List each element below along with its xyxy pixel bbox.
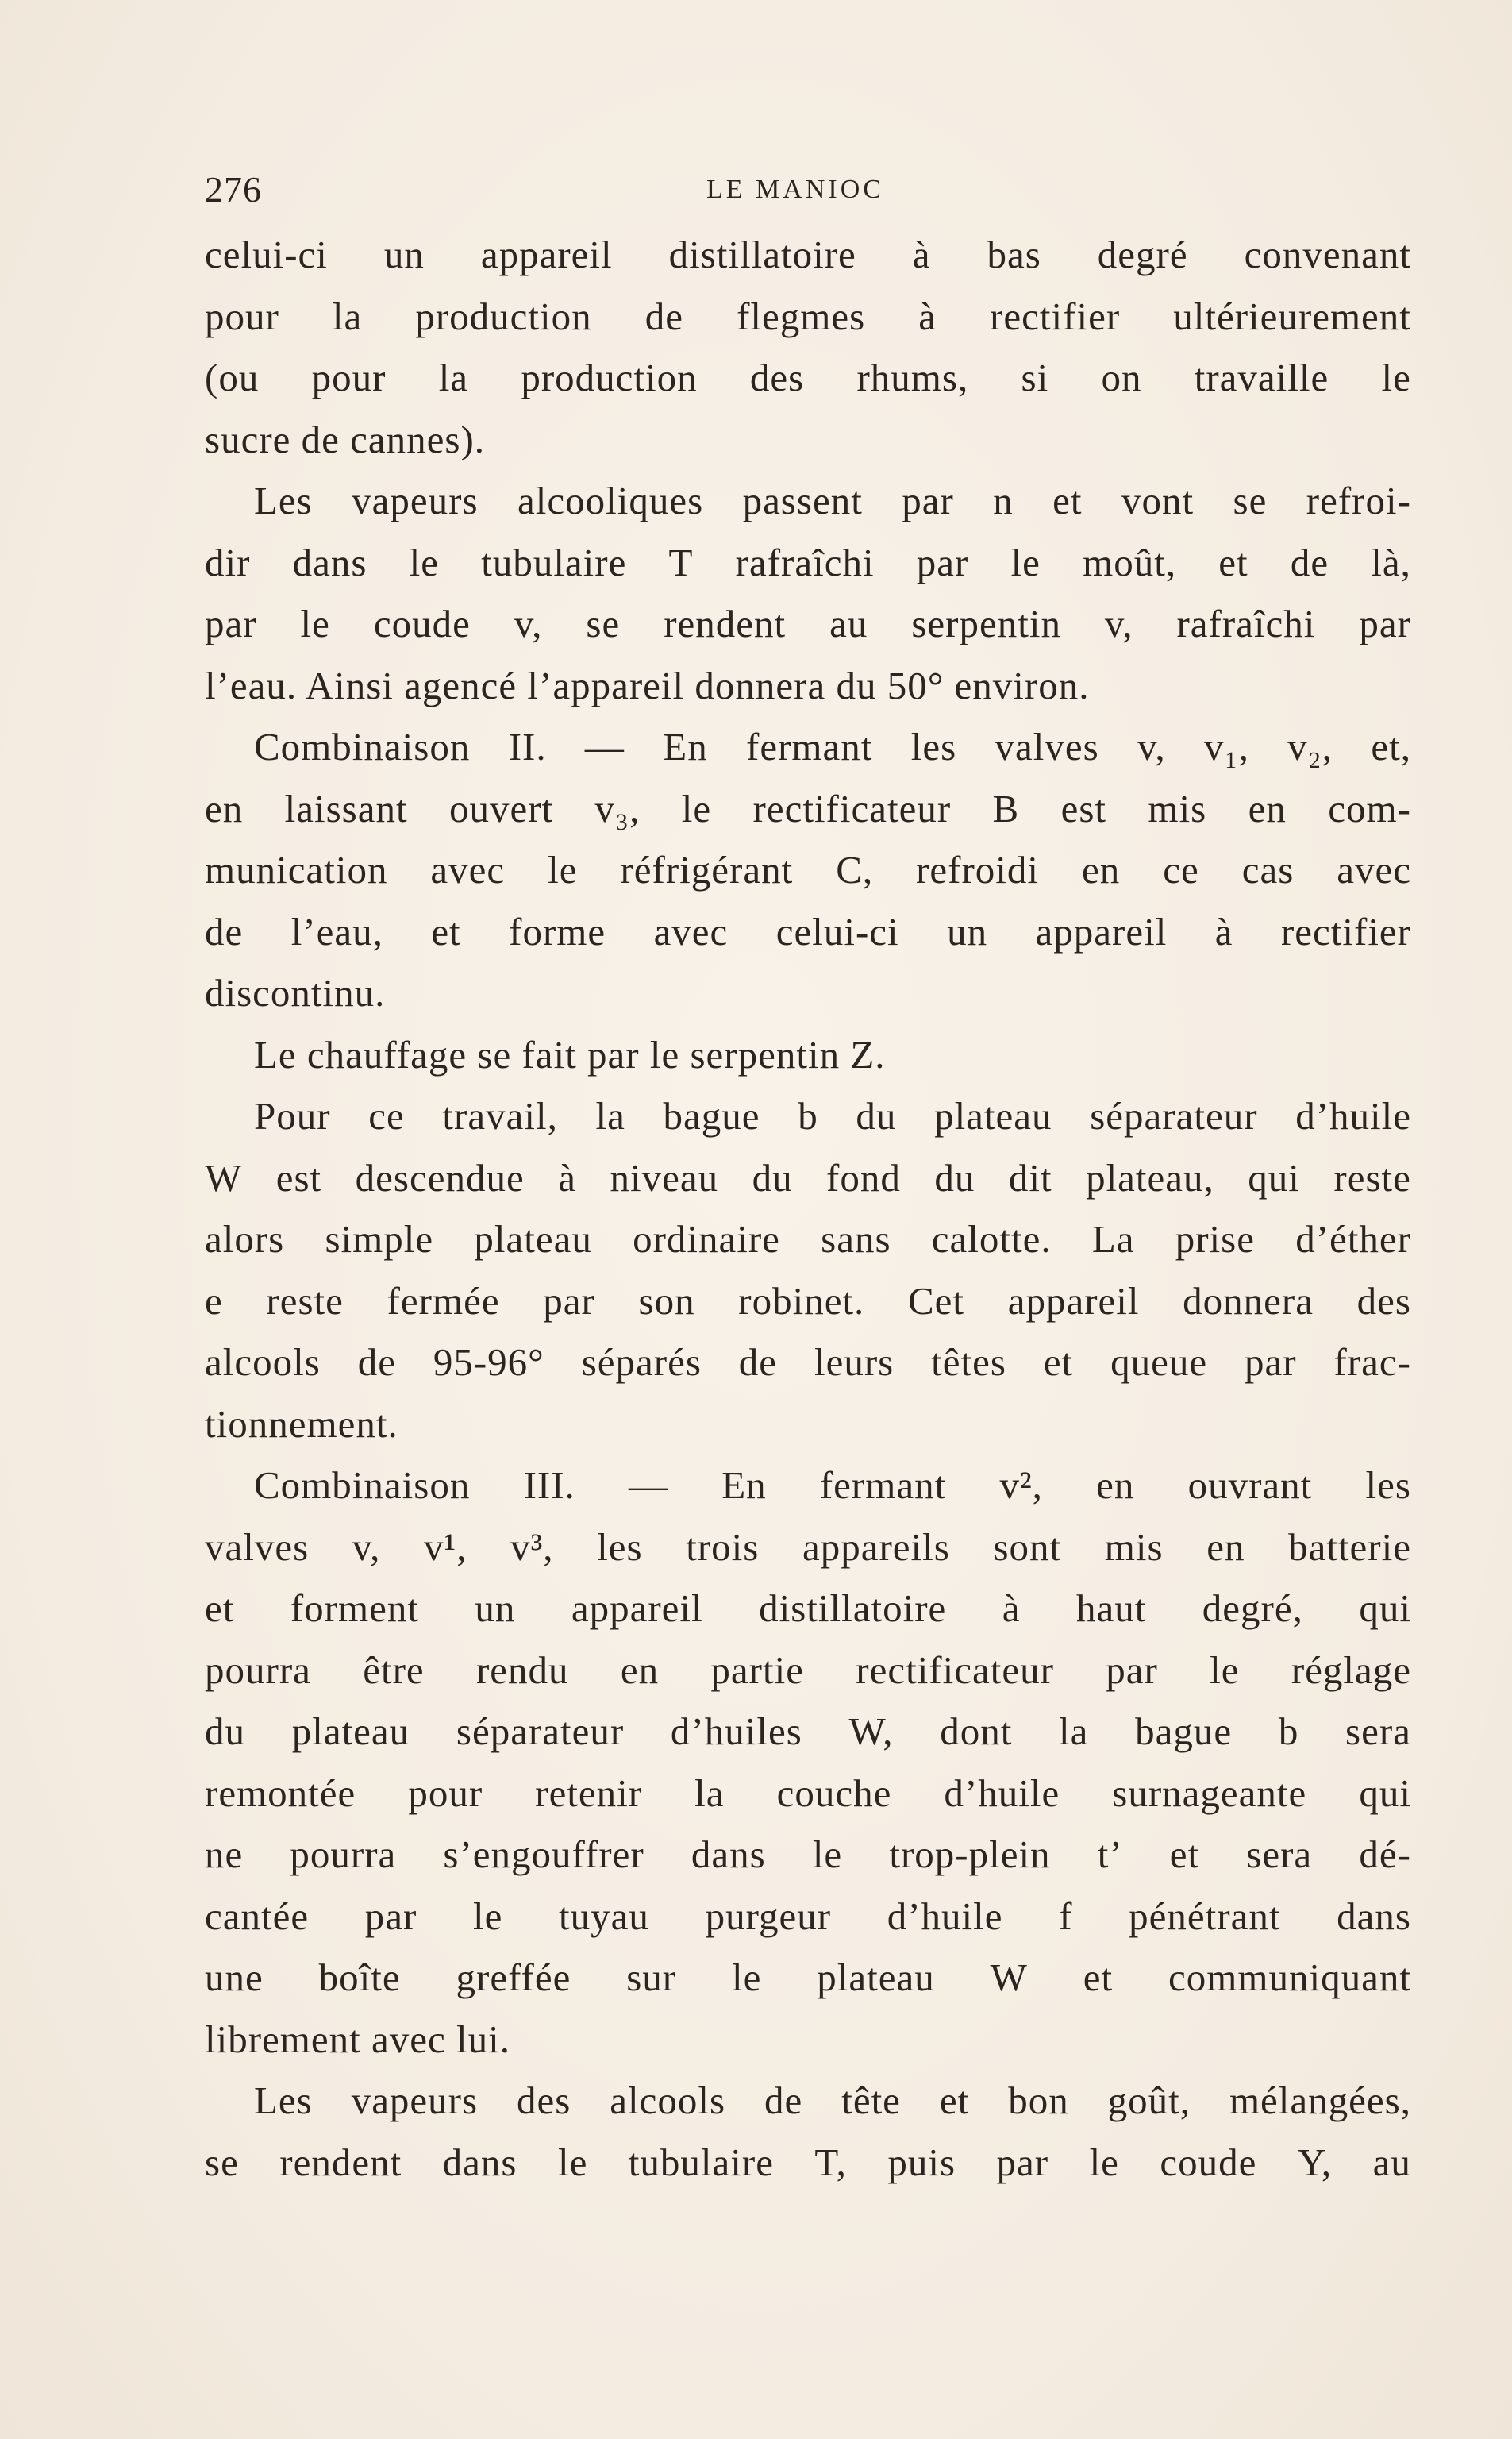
body-text (205, 224, 1411, 2193)
text-line: Combinaison II. — En fermant les valves v, v₁, v₂, et, (254, 725, 1411, 769)
running-title: LE MANIOC (706, 175, 884, 204)
text-line: du plateau séparateur d’huiles W, dont la bague b sera (205, 1709, 1411, 1753)
text-line: dir dans le tubulaire T rafraîchi par le moût, et de là, (205, 540, 1411, 584)
page-header (205, 168, 1411, 216)
text-line: (ou pour la production des rhums, si on travaille le (205, 356, 1411, 399)
text-line: Pour ce travail, la bague b du plateau séparateur d’huile (254, 1094, 1411, 1138)
text-line: cantée par le tuyau purgeur d’huile f pénétrant dans (205, 1894, 1411, 1938)
text-line: W est descendue à niveau du fond du dit plateau, qui reste (205, 1155, 1411, 1200)
text-line: Combinaison III. — En fermant v², en ouvrant les (254, 1463, 1411, 1507)
text-line: alors simple plateau ordinaire sans calotte. La prise d’éther (205, 1217, 1411, 1261)
text-line: Les vapeurs des alcools de tête et bon goût, mélangées, (254, 2079, 1411, 2122)
text-line: celui-ci un appareil distillatoire à bas degré convenant (205, 233, 1411, 276)
text-line: valves v, v¹, v³, les trois appareils sont mis en batterie (205, 1524, 1411, 1569)
text-line: de l’eau, et forme avec celui-ci un appareil à rectifier (205, 909, 1411, 954)
page-number: 276 (205, 169, 262, 210)
text-line: tionnement. (205, 1401, 398, 1446)
text-line: une boîte greffée sur le plateau W et communiquant (205, 1955, 1411, 1999)
text-line: pour la production de flegmes à rectifier ultérieurement (205, 294, 1411, 338)
text-line: pourra être rendu en partie rectificateur par le réglage (205, 1647, 1411, 1692)
text-line: librement avec lui. (205, 2017, 510, 2061)
text-line: se rendent dans le tubulaire T, puis par le coude Y, au (205, 2140, 1411, 2184)
text-line: Les vapeurs alcooliques passent par n et vont se refroi- (254, 479, 1411, 522)
text-line: par le coude v, se rendent au serpentin v, rafraîchi par (205, 602, 1411, 645)
text-line: e reste fermée par son robinet. Cet appareil donnera des (205, 1278, 1411, 1323)
text-line: alcools de 95-96° séparés de leurs têtes et queue par frac- (205, 1340, 1411, 1384)
text-line: ne pourra s’engouffrer dans le trop-plein t’ et sera dé- (205, 1832, 1411, 1876)
text-line: en laissant ouvert v₃, le rectificateur B est mis en com- (205, 786, 1411, 830)
text-line: Le chauffage se fait par le serpentin Z. (254, 1032, 886, 1077)
text-line: l’eau. Ainsi agencé l’appareil donnera du 50° environ. (205, 663, 1090, 707)
text-line: discontinu. (205, 971, 386, 1015)
text-line: et forment un appareil distillatoire à haut degré, qui (205, 1586, 1411, 1630)
text-line: remontée pour retenir la couche d’huile surnageante qui (205, 1770, 1411, 1815)
text-line: sucre de cannes). (205, 417, 486, 461)
text-line: munication avec le réfrigérant C, refroidi en ce cas avec (205, 848, 1411, 892)
